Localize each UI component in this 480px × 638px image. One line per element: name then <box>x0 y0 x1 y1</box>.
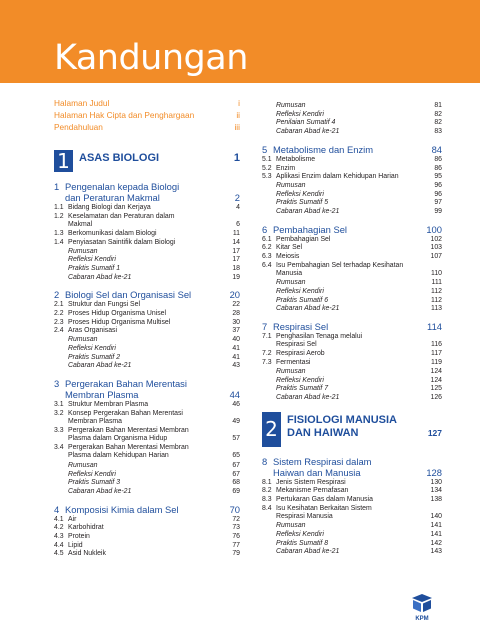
entry-title: Isu Pembahagian Sel terhadap Kesihatan Manusia <box>276 261 404 277</box>
chapter-title: Komposisi Kimia dalam Sel <box>65 503 179 515</box>
toc-entry[interactable] <box>262 333 442 349</box>
chapter-heading[interactable] <box>54 504 240 515</box>
entry-number: 1.3 <box>54 230 64 238</box>
chapter-page: 2 <box>234 192 240 203</box>
entry-title: Penghasilan Tenaga melalui Respirasi Sel <box>276 333 363 348</box>
entry-number: 2.2 <box>54 310 64 317</box>
chapter-title: Pengenalan kepada Biologi dan Peraturan Makmal <box>65 181 180 203</box>
toc-entry[interactable] <box>54 336 240 344</box>
entry-number: 7.1 <box>262 333 272 340</box>
toc-entry[interactable] <box>54 204 240 212</box>
toc-entry[interactable] <box>262 191 442 199</box>
entry-title: Cabaran Abad ke-21 <box>276 548 340 556</box>
toc-entry[interactable] <box>262 262 442 278</box>
toc-entry[interactable] <box>262 297 442 305</box>
toc-entry[interactable] <box>262 377 442 385</box>
toc-entry[interactable] <box>54 401 240 409</box>
toc-entry[interactable] <box>262 350 442 358</box>
entry-page: 57 <box>232 435 240 442</box>
front-matter-item[interactable] <box>54 110 240 120</box>
entry-page: 107 <box>430 253 442 261</box>
chapter-title: Biologi Sel dan Organisasi Sel <box>65 289 192 301</box>
entry-title: Pergerakan Bahan Merentasi Membran Plasma dalam Kehidupan Harian <box>68 444 189 460</box>
entry-page: 86 <box>434 155 442 163</box>
toc-entry[interactable] <box>54 410 240 426</box>
unit-page: 1 <box>233 152 240 164</box>
entry-title: Pembahagian Sel <box>276 235 331 243</box>
entry-page: 124 <box>430 376 442 384</box>
toc-entry[interactable] <box>262 305 442 313</box>
entry-page: 130 <box>430 478 442 486</box>
entry-title: Praktis Sumatif 1 <box>68 264 121 272</box>
entry-title: Penyiasatan Saintifik dalam Biologi <box>68 238 176 246</box>
entry-number: 8.1 <box>262 478 272 486</box>
toc-entry[interactable] <box>54 265 240 273</box>
front-matter-label: Pendahuluan <box>54 122 103 132</box>
entry-page: 65 <box>232 452 240 460</box>
toc-entry[interactable] <box>54 248 240 256</box>
entry-page: 18 <box>232 264 240 272</box>
toc-entry[interactable] <box>262 244 442 252</box>
entry-title: Refleksi Kendiri <box>68 470 116 478</box>
chapter-page: 114 <box>427 321 442 332</box>
toc-entry[interactable] <box>262 522 442 530</box>
entry-number: 1.1 <box>54 204 64 211</box>
entry-number: 6.2 <box>262 244 272 252</box>
entry-page: 111 <box>431 279 442 287</box>
toc-entry[interactable] <box>262 165 442 173</box>
toc-entry[interactable] <box>54 319 240 327</box>
entry-page: 140 <box>430 512 442 520</box>
entry-page: 68 <box>232 479 240 487</box>
entry-title: Cabaran Abad ke-21 <box>68 362 132 370</box>
entry-title: Rumusan <box>68 461 98 469</box>
entry-title: Berkomunikasi dalam Biologi <box>68 230 157 238</box>
toc-entry[interactable] <box>54 239 240 247</box>
entry-page: 117 <box>431 350 442 358</box>
entry-title: Mekanisme Pernafasan <box>276 487 349 495</box>
entry-page: 19 <box>232 273 240 281</box>
entry-page: 81 <box>434 102 442 109</box>
entry-page: 28 <box>232 310 240 317</box>
entry-page: 124 <box>430 367 442 375</box>
entry-page: 67 <box>232 470 240 478</box>
chapter-number: 5 <box>262 143 268 155</box>
toc-entry[interactable] <box>262 505 442 521</box>
chapter-heading[interactable] <box>54 378 240 400</box>
toc-entry[interactable] <box>54 213 240 229</box>
entry-number: 3.1 <box>54 400 64 408</box>
unit-title: ASAS BIOLOGI <box>79 152 160 164</box>
toc-entry[interactable] <box>262 496 442 504</box>
toc-entry[interactable] <box>54 542 240 550</box>
toc-entry[interactable] <box>262 253 442 261</box>
chapter-heading[interactable] <box>262 224 442 235</box>
chapter-number: 4 <box>54 503 60 515</box>
entry-title: Aplikasi Enzim dalam Kehidupan Harian <box>276 173 399 181</box>
toc-entry[interactable] <box>262 288 442 296</box>
entry-number: 7.3 <box>262 359 272 367</box>
chapter-heading[interactable] <box>262 456 442 478</box>
entry-title: Enzim <box>276 164 296 172</box>
entry-title: Refleksi Kendiri <box>276 190 324 198</box>
toc-entry[interactable] <box>262 128 442 136</box>
toc-entry[interactable] <box>262 208 442 216</box>
entry-page: 112 <box>431 287 442 295</box>
kpm-logo-icon <box>410 592 434 616</box>
entry-title: Proses Hidup Organisma Unisel <box>68 310 167 317</box>
entry-number: 4.4 <box>54 541 64 549</box>
entry-title: Pertukaran Gas dalam Manusia <box>276 496 373 503</box>
toc-entry[interactable] <box>54 488 240 496</box>
toc-entry[interactable] <box>262 111 442 119</box>
entry-title: Rumusan <box>68 336 98 344</box>
toc-entry[interactable] <box>262 394 442 402</box>
entry-page: 49 <box>232 417 240 425</box>
chapter-number: 7 <box>262 321 268 332</box>
entry-number: 5.2 <box>262 164 272 172</box>
chapter-title: Sistem Respirasi dalam Haiwan dan Manusia <box>273 455 372 478</box>
toc-entry[interactable] <box>262 236 442 244</box>
entry-page: 97 <box>434 199 442 207</box>
entry-page: 141 <box>430 530 442 538</box>
entry-number: 8.3 <box>262 496 272 503</box>
entry-page: 67 <box>232 461 240 469</box>
entry-title: Rumusan <box>276 102 306 109</box>
toc-entry[interactable] <box>262 385 442 393</box>
entry-page: 40 <box>232 336 240 344</box>
entry-title: Cabaran Abad ke-21 <box>276 393 340 401</box>
front-matter-label: Halaman Judul <box>54 98 110 108</box>
toc-entry[interactable] <box>54 550 240 558</box>
entry-page: 30 <box>232 318 240 326</box>
front-matter-page: i <box>238 98 240 108</box>
entry-title: Praktis Sumatif 5 <box>276 199 329 207</box>
entry-title: Kitar Sel <box>276 244 303 252</box>
entry-title: Karbohidrat <box>68 524 104 532</box>
entry-page: 43 <box>232 362 240 370</box>
entry-page: 141 <box>430 522 442 530</box>
entry-title: Asid Nukleik <box>68 550 106 558</box>
entry-page: 73 <box>232 524 240 532</box>
entry-page: 102 <box>430 235 442 243</box>
entry-title: Keselamatan dan Peraturan dalam Makmal <box>68 212 175 228</box>
entry-number: 2.1 <box>54 301 64 309</box>
entry-page: 46 <box>232 400 240 408</box>
entry-page: 41 <box>232 344 240 352</box>
entry-page: 17 <box>232 256 240 264</box>
entry-number: 4.5 <box>54 550 64 558</box>
entry-page: 86 <box>434 164 442 172</box>
toc-entry[interactable] <box>262 531 442 539</box>
toc-entry[interactable] <box>54 274 240 282</box>
chapter-title: Respirasi Sel <box>273 321 329 332</box>
toc-entry[interactable] <box>54 524 240 532</box>
chapter-number: 8 <box>262 455 268 467</box>
entry-title: Protein <box>68 533 90 540</box>
chapter-page: 128 <box>426 466 442 478</box>
front-matter-label: Halaman Hak Cipta dan Penghargaan <box>54 110 195 120</box>
chapter-title: Pergerakan Bahan Merentasi Membran Plasma <box>65 377 187 400</box>
entry-page: 22 <box>232 301 240 309</box>
entry-page: 134 <box>430 487 442 495</box>
front-matter-item[interactable] <box>54 122 240 132</box>
toc-entry[interactable] <box>262 182 442 190</box>
entry-title: Praktis Sumatif 7 <box>276 385 329 393</box>
toc-entry[interactable] <box>54 256 240 264</box>
entry-title: Cabaran Abad ke-21 <box>276 305 340 313</box>
entry-title: Praktis Sumatif 6 <box>276 296 329 304</box>
toc-entry[interactable] <box>54 345 240 353</box>
unit-number-badge: 1 <box>54 150 73 172</box>
toc-entry[interactable] <box>54 301 240 309</box>
entry-number: 1.4 <box>54 238 64 246</box>
entry-number: 8.2 <box>262 487 272 495</box>
entry-page: 112 <box>431 296 442 304</box>
entry-title: Rumusan <box>276 279 306 287</box>
entry-title: Fermentasi <box>276 359 311 367</box>
entry-page: 4 <box>236 204 240 211</box>
entry-title: Air <box>68 515 77 523</box>
toc-entry[interactable] <box>54 479 240 487</box>
entry-title: Proses Hidup Organisma Multisel <box>68 318 171 326</box>
chapter-heading[interactable] <box>262 144 442 155</box>
entry-title: Respirasi Aerob <box>276 350 325 358</box>
entry-number: 6.4 <box>262 261 272 269</box>
entry-page: 69 <box>232 487 240 495</box>
toc-entry[interactable] <box>54 444 240 460</box>
entry-title: Struktur dan Fungsi Sel <box>68 301 141 309</box>
toc-entry[interactable] <box>54 471 240 479</box>
entry-page: 103 <box>430 244 442 252</box>
toc-entry[interactable] <box>262 540 442 548</box>
entry-title: Rumusan <box>68 247 98 255</box>
entry-number: 2.3 <box>54 318 64 326</box>
toc-entry[interactable] <box>54 533 240 541</box>
entry-page: 41 <box>232 353 240 361</box>
entry-title: Refleksi Kendiri <box>276 287 324 295</box>
toc-entry[interactable] <box>262 548 442 556</box>
entry-number: 3.2 <box>54 409 64 417</box>
toc-entry[interactable] <box>262 173 442 181</box>
entry-page: 119 <box>431 359 442 367</box>
chapter-number: 2 <box>54 289 60 301</box>
entry-title: Praktis Sumatif 8 <box>276 539 329 547</box>
chapter-page: 44 <box>229 388 240 400</box>
header-banner <box>0 0 480 83</box>
toc-entry[interactable] <box>54 462 240 470</box>
entry-title: Bidang Biologi dan Kerjaya <box>68 204 151 211</box>
entry-page: 99 <box>434 208 442 215</box>
entry-title: Lipid <box>68 541 83 549</box>
chapter-page: 100 <box>426 223 442 235</box>
toc-entry[interactable] <box>262 119 442 127</box>
chapter-heading[interactable] <box>262 321 442 332</box>
entry-page: 11 <box>232 230 240 238</box>
chapter-number: 3 <box>54 377 60 389</box>
entry-title: Meiosis <box>276 253 300 261</box>
entry-number: 1.2 <box>54 212 64 220</box>
toc-entry[interactable] <box>262 102 442 110</box>
entry-page: 126 <box>430 393 442 401</box>
entry-page: 17 <box>232 247 240 255</box>
entry-page: 125 <box>430 385 442 393</box>
entry-page: 14 <box>232 238 240 246</box>
unit-page: 127 <box>427 427 442 438</box>
entry-number: 2.4 <box>54 327 64 335</box>
front-matter-page: iii <box>234 122 240 132</box>
chapter-number: 1 <box>54 181 60 192</box>
toc-entry[interactable] <box>262 359 442 367</box>
toc-entry[interactable] <box>262 479 442 487</box>
entry-title: Rumusan <box>276 367 306 375</box>
entry-page: 76 <box>232 533 240 540</box>
front-matter-item[interactable] <box>54 98 240 108</box>
entry-title: Cabaran Abad ke-21 <box>276 208 340 215</box>
toc-entry[interactable] <box>54 427 240 443</box>
entry-title: Refleksi Kendiri <box>68 344 116 352</box>
page-title: Kandungan <box>54 38 248 78</box>
entry-title: Pergerakan Bahan Merentasi Membran Plasma dalam Organisma Hidup <box>68 427 189 442</box>
entry-title: Rumusan <box>276 522 306 530</box>
kpm-logo-text: KPM <box>415 616 429 622</box>
entry-title: Refleksi Kendiri <box>276 530 324 538</box>
chapter-title: Metabolisme dan Enzim <box>273 143 374 155</box>
chapter-page: 70 <box>229 503 240 515</box>
entry-title: Cabaran Abad ke-21 <box>68 487 132 495</box>
chapter-title: Pembahagian Sel <box>273 223 348 235</box>
entry-number: 6.1 <box>262 235 272 243</box>
entry-page: 110 <box>431 269 442 277</box>
toc-entry[interactable] <box>262 487 442 495</box>
unit-number-badge: 2 <box>262 412 281 447</box>
entry-title: Cabaran Abad ke-21 <box>68 273 132 281</box>
toc-entry[interactable] <box>262 279 442 287</box>
entry-title: Penilaian Sumatif 4 <box>276 119 336 127</box>
entry-page: 96 <box>434 190 442 198</box>
entry-number: 4.2 <box>54 524 64 532</box>
toc-entry[interactable] <box>54 354 240 362</box>
toc-entry[interactable] <box>54 516 240 524</box>
chapter-heading[interactable] <box>54 181 240 203</box>
entry-page: 138 <box>430 496 442 503</box>
entry-title: Cabaran Abad ke-21 <box>276 128 340 136</box>
entry-number: 5.3 <box>262 173 272 181</box>
entry-page: 37 <box>232 327 240 335</box>
entry-page: 142 <box>430 539 442 547</box>
entry-page: 82 <box>434 119 442 127</box>
chapter-heading[interactable] <box>54 289 240 300</box>
entry-number: 4.1 <box>54 515 64 523</box>
entry-page: 116 <box>431 341 442 348</box>
entry-title: Metabolisme <box>276 155 316 163</box>
toc-entry[interactable] <box>54 327 240 335</box>
toc-entry[interactable] <box>262 199 442 207</box>
entry-number: 3.4 <box>54 444 64 452</box>
entry-page: 82 <box>434 110 442 118</box>
entry-title: Rumusan <box>276 181 306 189</box>
entry-title: Isu Kesihatan Berkaitan Sistem Respirasi Manusia <box>276 504 372 520</box>
chapter-number: 6 <box>262 223 268 235</box>
entry-page: 143 <box>430 548 442 556</box>
entry-page: 6 <box>236 220 240 228</box>
entry-title: Aras Organisasi <box>68 327 118 335</box>
entry-number: 3.3 <box>54 427 64 434</box>
entry-page: 83 <box>434 128 442 136</box>
toc-entry[interactable] <box>54 310 240 318</box>
entry-page: 95 <box>434 173 442 181</box>
entry-title: Praktis Sumatif 3 <box>68 479 121 487</box>
toc-entry[interactable] <box>54 362 240 370</box>
entry-page: 96 <box>434 181 442 189</box>
chapter-page: 84 <box>431 143 442 155</box>
entry-number: 8.4 <box>262 504 272 512</box>
entry-page: 77 <box>232 541 240 549</box>
unit-title: FISIOLOGI MANUSIA DAN HAIWAN <box>287 413 397 439</box>
entry-number: 4.3 <box>54 533 64 540</box>
toc-entry[interactable] <box>54 230 240 238</box>
entry-title: Refleksi Kendiri <box>276 376 324 384</box>
entry-title: Praktis Sumatif 2 <box>68 353 121 361</box>
entry-title: Konsep Pergerakan Bahan Merentasi Membran Plasma <box>68 409 183 425</box>
entry-title: Jenis Sistem Respirasi <box>276 478 346 486</box>
entry-title: Struktur Membran Plasma <box>68 400 149 408</box>
toc-entry[interactable] <box>262 368 442 376</box>
entry-page: 72 <box>232 515 240 523</box>
entry-page: 79 <box>232 550 240 558</box>
entry-number: 7.2 <box>262 350 272 358</box>
front-matter-page: ii <box>236 110 240 120</box>
toc-entry[interactable] <box>262 156 442 164</box>
chapter-page: 20 <box>229 289 240 301</box>
entry-title: Refleksi Kendiri <box>276 110 324 118</box>
entry-page: 113 <box>431 305 442 313</box>
entry-number: 6.3 <box>262 253 272 261</box>
entry-title: Refleksi Kendiri <box>68 256 116 264</box>
entry-number: 5.1 <box>262 155 272 163</box>
